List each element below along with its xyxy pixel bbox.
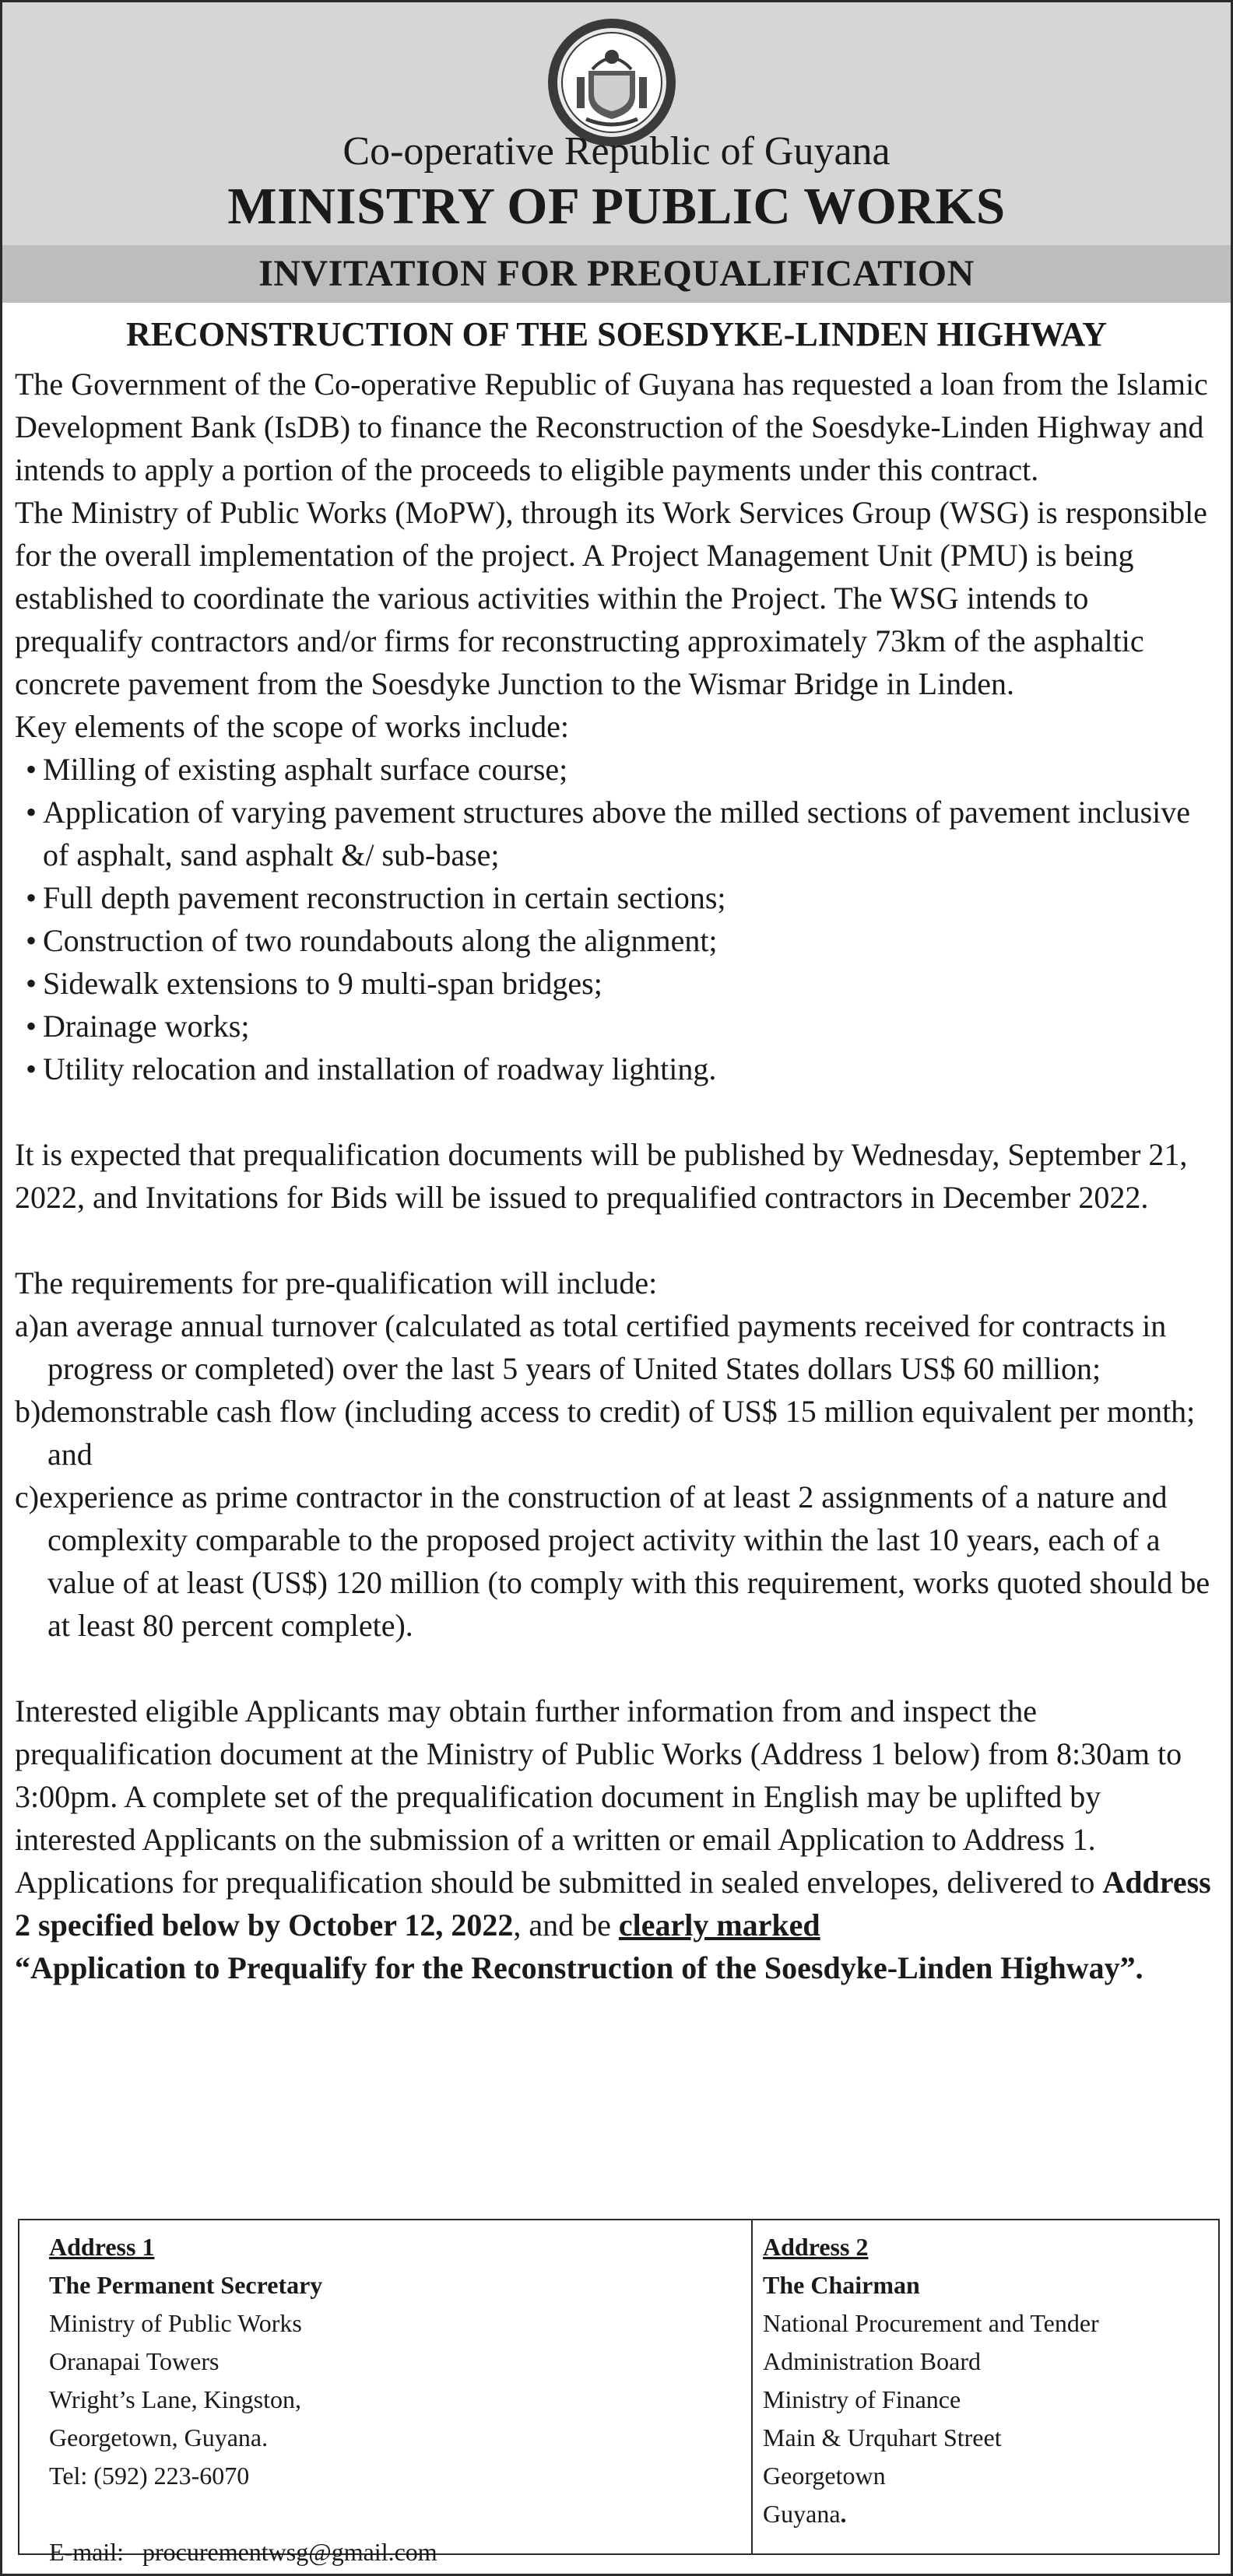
ministry-name: MINISTRY OF PUBLIC WORKS <box>227 177 1006 235</box>
address-1 <box>49 2228 750 2571</box>
scope-item: • Utility relocation and installation of roadway lighting. <box>15 1048 1220 1090</box>
requirement-item: b)demonstrable cash flow (including access to credit) of US$ 15 million equivalent per month; and <box>15 1394 1196 1472</box>
project-title: RECONSTRUCTION OF THE SOESDYKE-LINDEN HIGHWAY <box>126 315 1107 353</box>
address-2-line: Georgetown <box>763 2462 886 2490</box>
bullet-icon: • <box>26 923 37 958</box>
republic-name: Co-operative Republic of Guyana <box>342 129 890 174</box>
address-2-line: Guyana. <box>763 2500 847 2528</box>
bullet-icon: • <box>26 1051 37 1086</box>
address-divider <box>751 2220 753 2553</box>
bullet-icon: • <box>26 880 37 915</box>
address-2-line: Ministry of Finance <box>763 2385 961 2413</box>
scope-item: • Sidewalk extensions to 9 multi-span bridges; <box>15 962 1220 1005</box>
scope-item: • Full depth pavement reconstruction in certain sections; <box>15 876 1220 919</box>
bullet-icon: • <box>26 752 37 787</box>
requirements-intro: The requirements for pre-qualification will include: <box>15 1265 658 1300</box>
address-2-heading: Address 2 <box>763 2233 869 2261</box>
submission-deadline: Address 2 specified below by October 12, 2022 <box>15 1865 1211 1943</box>
address-1-line: Georgetown, Guyana. <box>49 2423 269 2451</box>
address-1-line: Ministry of Public Works <box>49 2309 302 2337</box>
address-2-line: Administration Board <box>763 2347 981 2375</box>
address-box <box>18 2219 1220 2566</box>
requirement-item: a)an average annual turnover (calculated as total certified payments received for contracts in progress or completed) over the last 5 years of United States dollars US$ 60 million; <box>15 1308 1167 1386</box>
notice-body <box>15 363 1220 1989</box>
intro-paragraph: The Government of the Co-operative Republic of Guyana has requested a loan from the Islamic Development Bank (IsDB) to finance the Reconstruction of the Soesdyke-Linden Highway and intends to apply a portion of the proceeds to eligible payments under this contract. <box>15 367 1208 487</box>
address-2-line: Main & Urquhart Street <box>763 2423 1002 2451</box>
clearly-marked: clearly marked <box>618 1907 820 1943</box>
info-paragraph: Interested eligible Applicants may obtain further information from and inspect the prequalification document at the Ministry of Public Works (Address 1 below) from 8:30am to 3:00pm. A complete set of the prequalification document in English may be uplifted by interested Applicants on the submission of a written or email Application to Address 1. <box>15 1693 1182 1857</box>
address-1-email: E-mail: procurementwsg@gmail.com <box>49 2538 437 2566</box>
timeline-paragraph: It is expected that prequalification documents will be published by Wednesday, September 21, 2022, and Invitations for Bids will be issued to prequalified contractors in December 2022. <box>15 1137 1188 1215</box>
bullet-icon: • <box>26 966 37 1001</box>
address-2-line: National Procurement and Tender <box>763 2309 1099 2337</box>
scope-intro: Key elements of the scope of works include: <box>15 709 570 744</box>
address-1-name: The Permanent Secretary <box>49 2271 323 2299</box>
bullet-icon: • <box>26 795 37 830</box>
invitation-banner: INVITATION FOR PREQUALIFICATION <box>2 245 1231 303</box>
address-1-line: Wright’s Lane, Kingston, <box>49 2385 301 2413</box>
address-1-heading: Address 1 <box>49 2233 155 2261</box>
scope-item: • Application of varying pavement structures above the milled sections of pavement inclusive of asphalt, sand asphalt &/ sub-base; <box>15 791 1220 876</box>
email-link[interactable]: procurementwsg@gmail.com <box>142 2538 437 2566</box>
address-1-line: Oranapai Towers <box>49 2347 220 2375</box>
scope-item: • Construction of two roundabouts along the alignment; <box>15 919 1220 962</box>
address-2-name: The Chairman <box>763 2271 920 2299</box>
submission-paragraph: Applications for prequalification should be submitted in sealed envelopes, delivered to Address 2 specified below by October 12, 2022, and be clearly marked “Application to Prequalify for the Reconstruction of the Soesdyke-Linden Highway”. <box>15 1865 1211 1985</box>
intro-paragraph: The Ministry of Public Works (MoPW), through its Work Services Group (WSG) is responsible for the overall implementation of the project. A Project Management Unit (PMU) is being established to coordinate the various activities within the Project. The WSG intends to prequalify contractors and/or firms for reconstructing approximately 73km of the asphaltic concrete pavement from the Soesdyke Junction to the Wismar Bridge in Linden. <box>15 495 1207 701</box>
scope-item: • Milling of existing asphalt surface course; <box>15 748 1220 791</box>
requirement-item: c)experience as prime contractor in the construction of at least 2 assignments of a nature and complexity comparable to the proposed project activity within the last 10 years, each of a value of at least (US$) 120 million (to comply with this requirement, works quoted should be at least 80 percent complete). <box>15 1479 1210 1643</box>
bullet-icon: • <box>26 1009 37 1044</box>
address-1-phone: Tel: (592) 223-6070 <box>49 2462 250 2490</box>
scope-item: • Drainage works; <box>15 1005 1220 1048</box>
envelope-label: “Application to Prequalify for the Reconstruction of the Soesdyke-Linden Highway”. <box>15 1950 1143 1985</box>
address-2 <box>763 2228 1207 2533</box>
